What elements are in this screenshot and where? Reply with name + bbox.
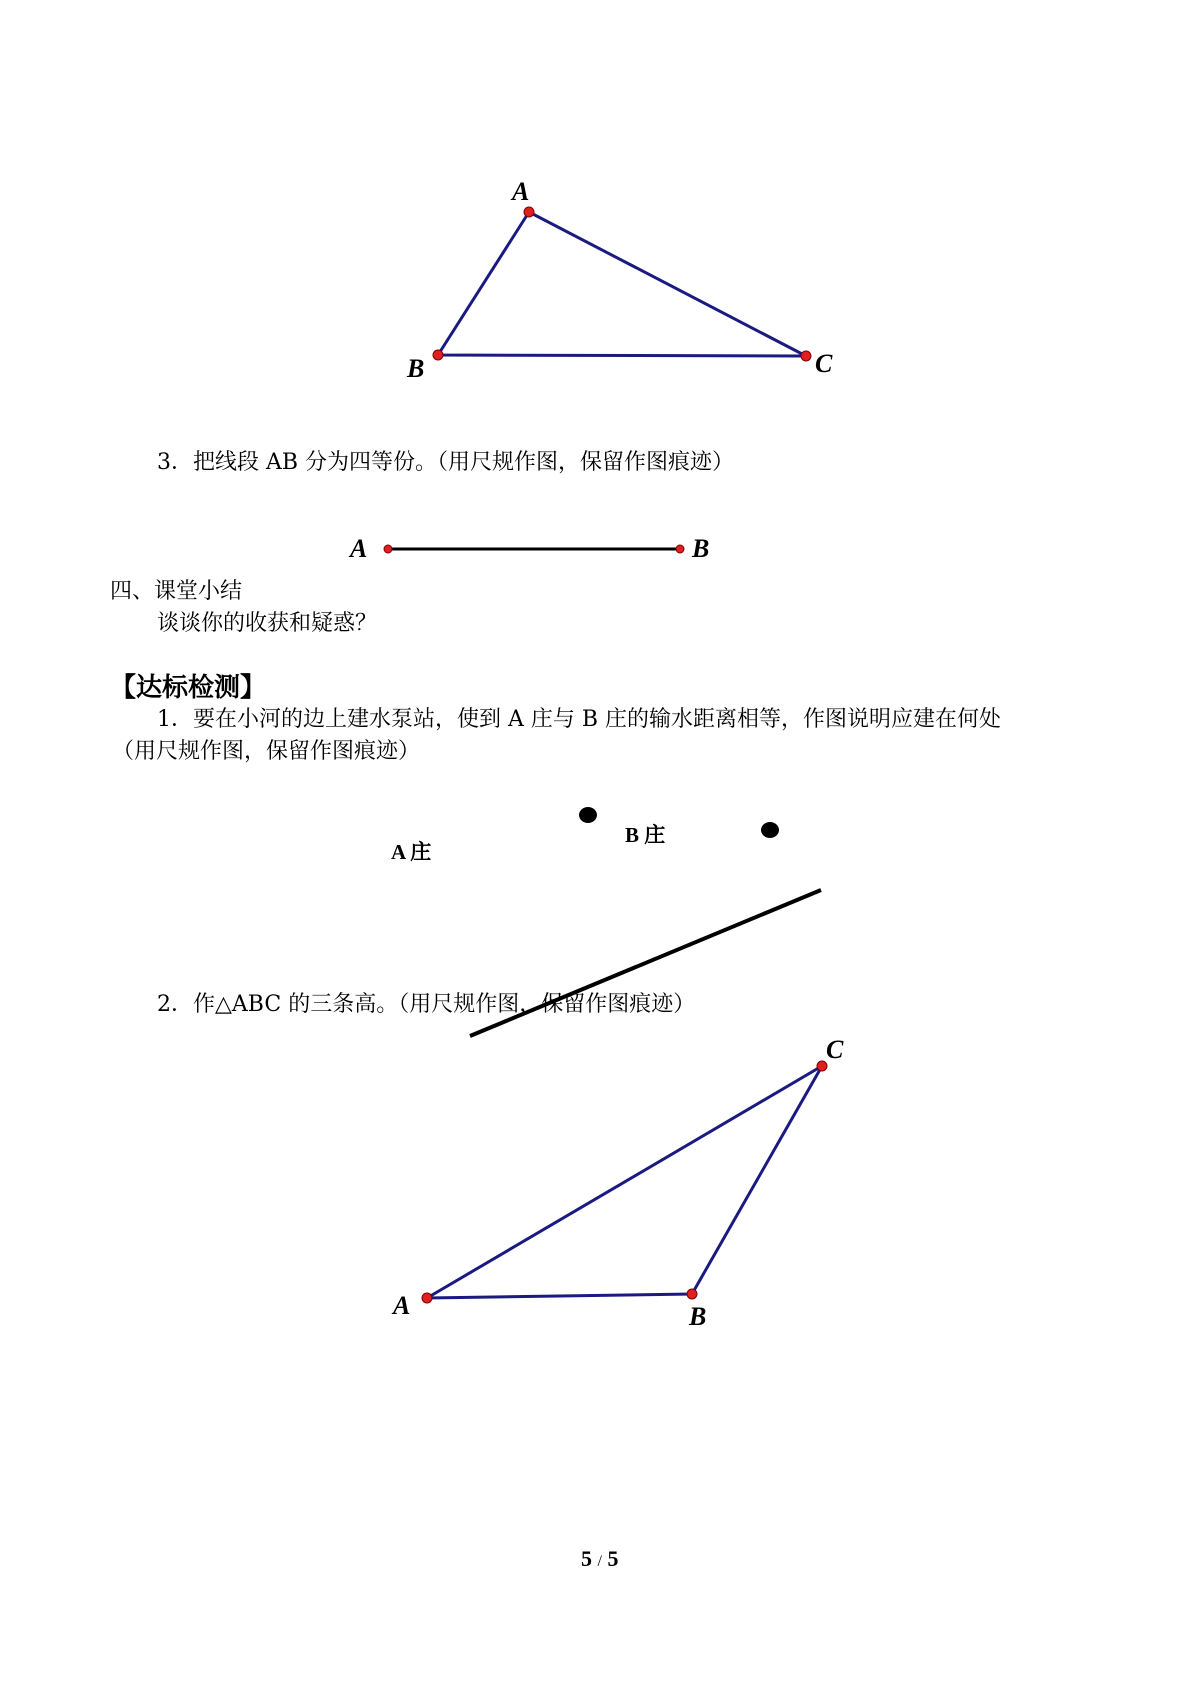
page-number (581, 1546, 618, 1575)
test-heading: 【达标检测】 (110, 673, 267, 703)
segment-label-b: B (692, 534, 710, 563)
triangle-1-label-b: B (407, 354, 425, 383)
triangle-2-outline (427, 1066, 822, 1298)
triangle-1-label-c: C (815, 349, 833, 378)
page-current: 5 (581, 1546, 592, 1571)
village-b-label: B 庄 (625, 823, 666, 847)
triangle-1-label-a: A (512, 177, 530, 206)
triangle-2-vertex-b-dot (687, 1289, 697, 1299)
section-4-title: 四、课堂小结 (110, 579, 243, 604)
test-question-2: 2．作△ABC 的三条高。（用尺规作图，保留作图痕迹） (157, 992, 696, 1017)
triangle-2-label-c: C (826, 1035, 844, 1064)
village-a-label: A 庄 (391, 840, 432, 864)
test-question-1-line-2: （用尺规作图，保留作图痕迹） (112, 739, 421, 764)
triangle-2-vertex-a-dot (422, 1293, 432, 1303)
question-3: 3．把线段 AB 分为四等份。（用尺规作图，保留作图痕迹） (157, 450, 735, 475)
page-total: 5 (607, 1546, 619, 1571)
page-separator: / (597, 1553, 602, 1570)
triangle-2-label-a: A (393, 1291, 411, 1320)
test-question-1-line-1: 1．要在小河的边上建水泵站，使到 A 庄与 B 庄的输水距离相等，作图说明应建在何处 (157, 707, 1002, 732)
segment-label-a: A (350, 534, 368, 563)
section-4-prompt: 谈谈你的收获和疑惑？ (157, 611, 378, 636)
triangle-2-label-b: B (689, 1302, 707, 1331)
